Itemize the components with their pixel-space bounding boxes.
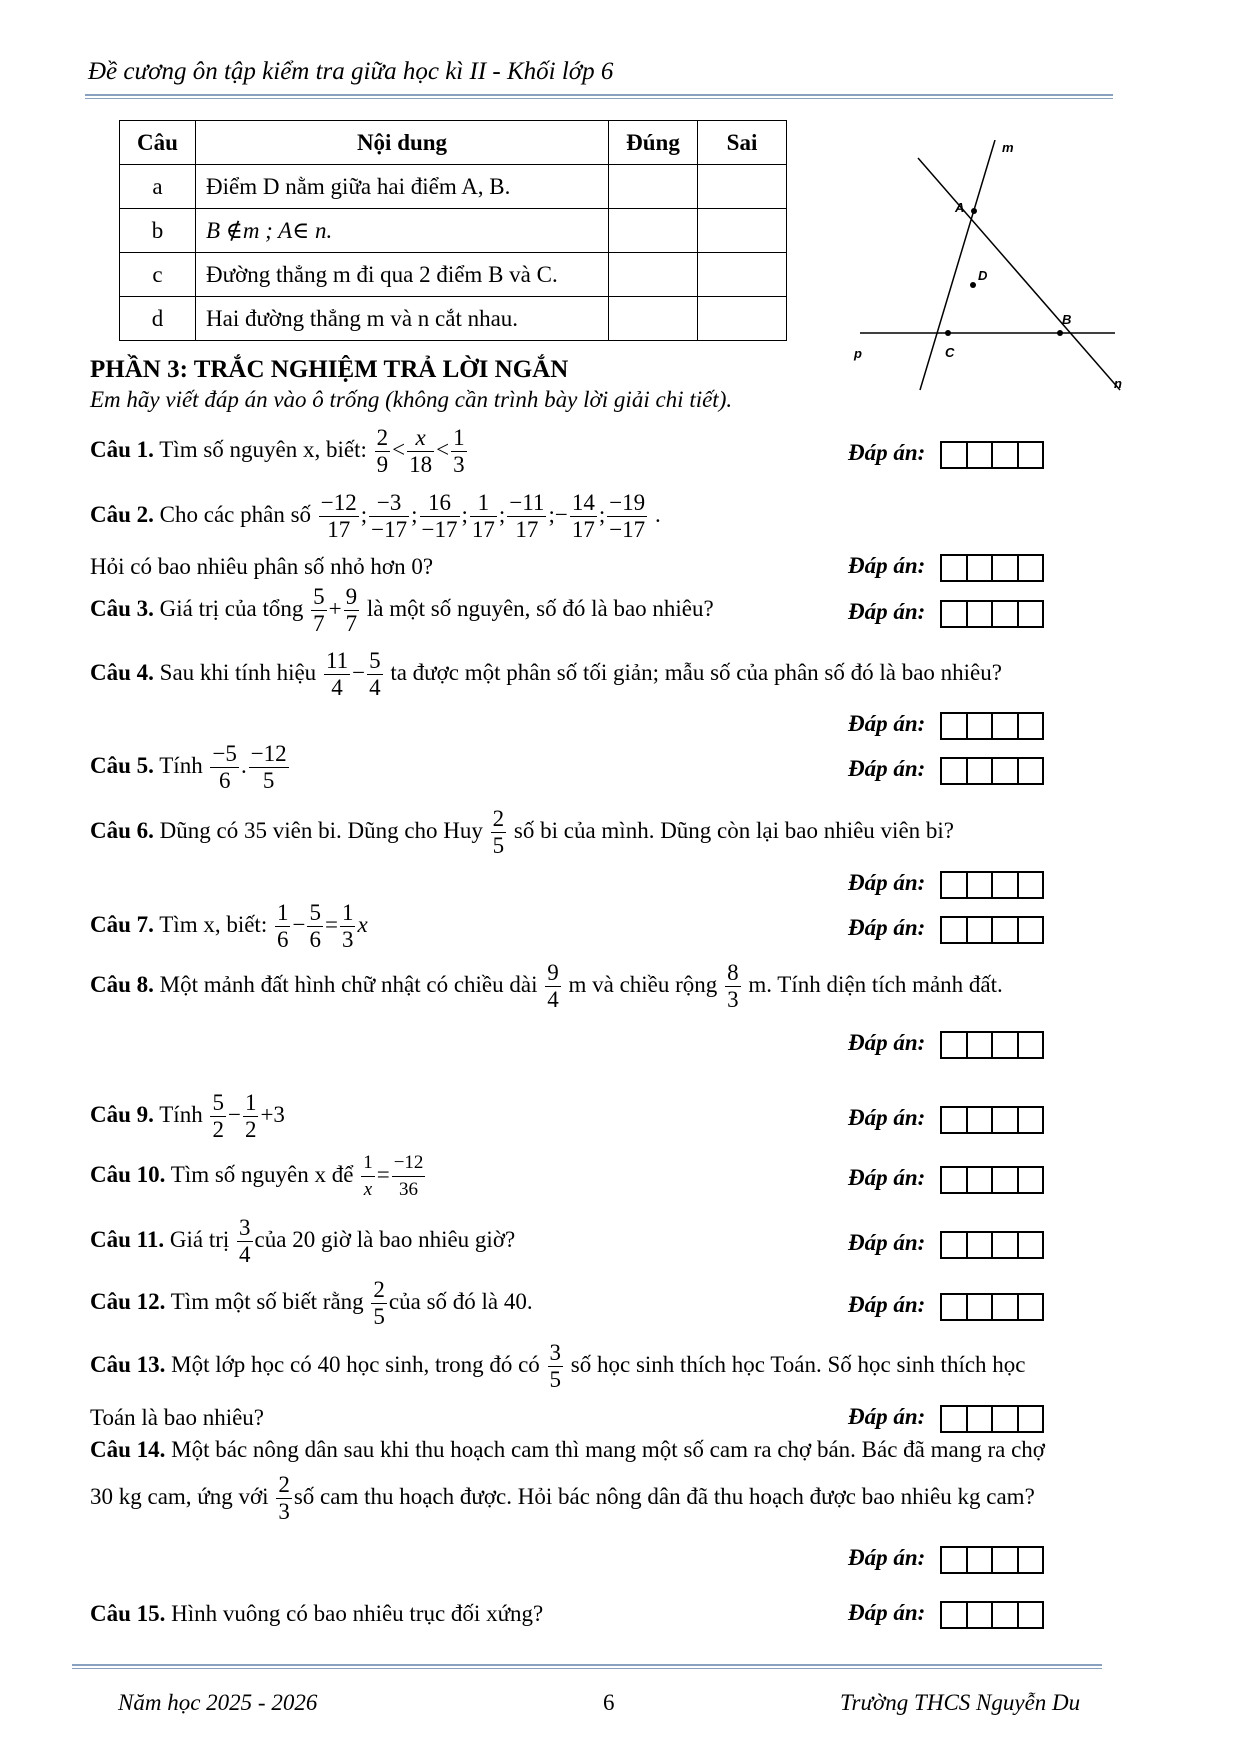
question-2-line2: Hỏi có bao nhiêu phân số nhỏ hơn 0? — [90, 554, 434, 579]
answer-boxes-14[interactable] — [940, 1546, 1044, 1574]
answer-boxes-13[interactable] — [940, 1405, 1044, 1433]
th-cau: Câu — [120, 121, 196, 165]
header-rule — [85, 94, 1113, 96]
question-6: Câu 6. Dũng có 35 viên bi. Dũng cho Huy $\frac{2}{5}$ số bi của mình. Dũng còn lại bao nhiêu viên bi? — [90, 806, 955, 858]
answer-boxes-10[interactable] — [940, 1166, 1044, 1194]
answer-boxes-3[interactable] — [940, 600, 1044, 628]
true-false-table — [119, 120, 787, 341]
answer-cell-sai[interactable] — [698, 297, 787, 341]
answer-label: Đáp án: — [848, 553, 926, 578]
answer-boxes-4[interactable] — [940, 712, 1044, 740]
answer-boxes-5[interactable] — [940, 757, 1044, 785]
answer-label: Đáp án: — [848, 1600, 926, 1625]
answer-cell-sai[interactable] — [698, 253, 787, 297]
question-8: Câu 8. Một mảnh đất hình chữ nhật có chiều dài $\frac{9}{4}$ m và chiều rộng $\frac{8}{3}$ m. Tính diện tích mảnh đất. — [90, 960, 1003, 1012]
label-D: D — [978, 268, 988, 283]
answer-cell-sai[interactable] — [698, 209, 787, 253]
answer-boxes-1[interactable] — [940, 441, 1044, 469]
page-number: 6 — [603, 1690, 615, 1715]
answer-label: Đáp án: — [848, 711, 926, 736]
answer-label: Đáp án: — [848, 440, 926, 465]
answer-label: Đáp án: — [848, 1030, 926, 1055]
answer-cell-dung[interactable] — [609, 165, 698, 209]
question-4: Câu 4. Sau khi tính hiệu $\frac{11}{4}$ − $\frac{5}{4}$ ta được một phân số tối giản; mẫu số của phân số đó là bao nhiêu? — [90, 648, 1002, 700]
answer-boxes-9[interactable] — [940, 1106, 1044, 1134]
question-13-line2: Toán là bao nhiêu? — [90, 1405, 265, 1430]
answer-cell-dung[interactable] — [609, 253, 698, 297]
answer-boxes-12[interactable] — [940, 1293, 1044, 1321]
answer-boxes-15[interactable] — [940, 1601, 1044, 1629]
th-dung: Đúng — [609, 121, 698, 165]
table-row: b B ∉m ; A∈ n. — [120, 209, 787, 253]
footer-rule — [72, 1664, 1102, 1666]
line-m — [920, 140, 995, 390]
answer-label: Đáp án: — [848, 1165, 926, 1190]
answer-cell-dung[interactable] — [609, 297, 698, 341]
answer-boxes-11[interactable] — [940, 1231, 1044, 1259]
answer-label: Đáp án: — [848, 599, 926, 624]
answer-label: Đáp án: — [848, 756, 926, 781]
answer-label: Đáp án: — [848, 1545, 926, 1570]
label-p: p — [854, 346, 862, 361]
question-7: Câu 7. Tìm x, biết: $\frac{1}{6}$ − $\frac{5}{6}$ = $\frac{1}{3}$ x — [90, 900, 368, 952]
section-instruction: Em hãy viết đáp án vào ô trống (không cần trình bày lời giải chi tiết). — [90, 387, 733, 412]
answer-cell-sai[interactable] — [698, 165, 787, 209]
th-noi-dung: Nội dung — [196, 121, 609, 165]
answer-boxes-7[interactable] — [940, 916, 1044, 944]
question-11: Câu 11. Giá trị $\frac{3}{4}$ của 20 giờ là bao nhiêu giờ? — [90, 1215, 516, 1267]
question-15: Câu 15. Hình vuông có bao nhiêu trục đối xứng? — [90, 1601, 544, 1626]
answer-label: Đáp án: — [848, 1292, 926, 1317]
answer-cell-dung[interactable] — [609, 209, 698, 253]
label-C: C — [945, 345, 955, 360]
question-12: Câu 12. Tìm một số biết rằng $\frac{2}{5}$ của số đó là 40. — [90, 1277, 533, 1329]
label-B: B — [1062, 312, 1072, 327]
footer-year: Năm học 2025 - 2026 — [118, 1690, 318, 1715]
question-9: Câu 9. Tính $\frac{5}{2}$ − $\frac{1}{2}$ +3 — [90, 1090, 285, 1142]
question-2: Câu 2. Cho các phân số $\frac{-12}{17}$ ; $\frac{-3}{-17}$ ; $\frac{16}{-17}$ ; $\frac{1}{17}$ ; $\frac{-11}{17}$ ;− $\frac{14}{17}$ ; $\frac{-19}{-17}$ . — [90, 490, 661, 542]
question-14: Câu 14. Một bác nông dân sau khi thu hoạch cam thì mang một số cam ra chợ bán. Bác đã mang ra chợ — [90, 1437, 1045, 1462]
answer-boxes-8[interactable] — [940, 1031, 1044, 1059]
answer-boxes-2[interactable] — [940, 554, 1044, 582]
answer-label: Đáp án: — [848, 1105, 926, 1130]
section-title: PHẦN 3: TRẮC NGHIỆM TRẢ LỜI NGẮN — [90, 356, 569, 383]
th-sai: Sai — [698, 121, 787, 165]
question-1: Câu 1. Tìm số nguyên x, biết: $\frac{2}{9}$ < $\frac{x}{18}$ < $\frac{1}{3}$ — [90, 425, 465, 477]
page-header-title: Đề cương ôn tập kiểm tra giữa học kì II - Khối lớp 6 — [88, 58, 614, 85]
answer-boxes-6[interactable] — [940, 871, 1044, 899]
question-5: Câu 5. Tính $\frac{-5}{6}$ . $\frac{-12}{5}$ — [90, 741, 287, 793]
label-A: A — [955, 200, 965, 215]
label-m: m — [1002, 140, 1014, 155]
question-13: Câu 13. Một lớp học có 40 học sinh, trong đó có $\frac{3}{5}$ số học sinh thích học Toán. Số học sinh thích học — [90, 1340, 1026, 1392]
table-row: d Hai đường thẳng m và n cắt nhau. — [120, 297, 787, 341]
answer-label: Đáp án: — [848, 1404, 926, 1429]
table-row: c Đường thẳng m đi qua 2 điểm B và C. — [120, 253, 787, 297]
geometry-figure — [850, 140, 1130, 400]
question-14-line2: 30 kg cam, ứng với $\frac{2}{3}$ số cam thu hoạch được. Hỏi bác nông dân đã thu hoạch được bao nhiêu kg cam? — [90, 1472, 1035, 1524]
footer-school: Trường THCS Nguyễn Du — [840, 1690, 1081, 1715]
header-rule-thin — [85, 98, 1113, 99]
answer-label: Đáp án: — [848, 870, 926, 895]
point-B — [1057, 330, 1063, 336]
point-A — [971, 208, 977, 214]
footer-rule-thin — [72, 1668, 1102, 1669]
point-D — [970, 282, 976, 288]
question-3: Câu 3. Giá trị của tổng $\frac{5}{7}$ + $\frac{9}{7}$ là một số nguyên, số đó là bao nhiêu? — [90, 584, 714, 636]
question-10: Câu 10. Tìm số nguyên x để $\frac{1}{x}$ = $\frac{-12}{36}$ — [90, 1152, 424, 1200]
answer-label: Đáp án: — [848, 1230, 926, 1255]
answer-label: Đáp án: — [848, 915, 926, 940]
table-row: a Điểm D nằm giữa hai điểm A, B. — [120, 165, 787, 209]
label-n: n — [1114, 376, 1122, 391]
point-C — [945, 330, 951, 336]
